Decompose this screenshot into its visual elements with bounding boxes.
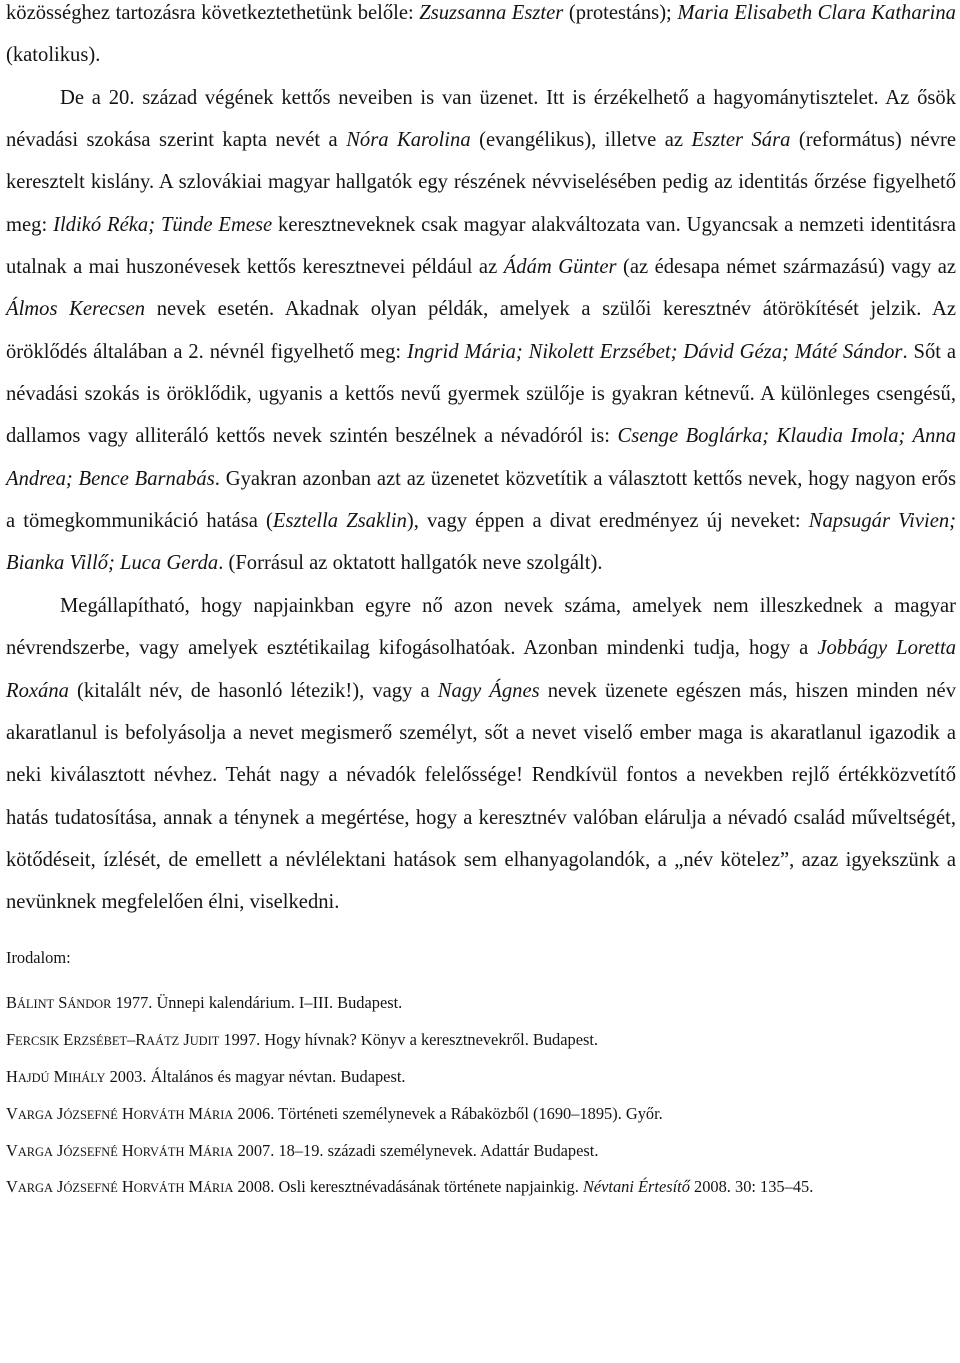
reference-item bbox=[6, 1096, 956, 1133]
reference-text: 2008. Osli keresztnévadásának története napjainkig. bbox=[233, 1176, 583, 1196]
text-run: keresztneveknek csak magyar alakváltozata van. Ugyancsak a nemzeti identitásra utalnak a mai huszonévesek kettős keresztnevei például az bbox=[6, 213, 956, 279]
paragraph-continuation bbox=[6, 0, 956, 77]
name-example: Esztella Zsaklin bbox=[272, 510, 407, 533]
text-run: . Sőt a névadási szokás is öröklődik, ugyanis a kettős nevű gyermek szülője is gyakran kétnevű. A különleges csengésű, dallamos vagy alliteráló kettős nevek szintén beszélnek a névadóról is: bbox=[6, 340, 956, 448]
name-example: Ildikó Réka; Tünde Emese bbox=[53, 213, 273, 236]
text-run: (református) névre keresztelt kislány. A szlovákiai magyar hallgatók egy részének névviselésében pedig az identitás őrzése figyelhető meg: bbox=[6, 129, 956, 236]
journal-title: Névtani Értesítő bbox=[582, 1176, 690, 1196]
text-run: nevek üzenete egészen más, hiszen minden név akaratlanul is befolyásolja a nevet megismerő személyt, sőt a nevet viselő ember maga is akaratlanul igazodik a neki kiválasztott névhez. Tehát nagy a névadók felelőssége! Rendkívül fontos a nevekben rejlő értékközvetítő hatás tudatosítása, annak a ténynek a megértése, hogy a keresztnév valóban elárulja a névadó család műveltségét, kötődéseit, ízlését, de emellett a névlélektani hatások sem elhanyagolandók, a „név kötelez”, azaz igyekszünk a nevünknek megfelelően élni, viselkedni. bbox=[6, 679, 956, 914]
text-run: nevek esetén. Akadnak olyan példák, amelyek a szülői keresztnév átörökítését jelzik. Az öröklődés általában a 2. névnél figyelhető meg: bbox=[6, 298, 956, 363]
text-run: (az édesapa német származású) vagy az bbox=[616, 256, 957, 279]
document-page bbox=[6, 0, 956, 1205]
text-run: De a 20. század végének kettős neveiben is van üzenet. Itt is érzékelhető a hagyománytisztelet. Az ősök névadási szokása szerint kapta nevét a bbox=[6, 86, 956, 152]
paragraph-conclusion bbox=[6, 585, 956, 924]
text-run: ), vagy éppen a divat eredményez új neveket: bbox=[406, 510, 809, 533]
name-example: Nóra Karolina bbox=[346, 129, 471, 152]
references-list bbox=[6, 985, 956, 1205]
text-run: (kitalált név, de hasonló létezik!), vagy a bbox=[68, 679, 438, 702]
name-example: Nagy Ágnes bbox=[437, 679, 540, 702]
name-example: Napsugár Vivien; Bianka Villő; Luca Gerda bbox=[6, 510, 957, 575]
reference-text: 2008. 30: 135–45. bbox=[689, 1176, 814, 1196]
author: BÁLINT SÁNDOR bbox=[6, 992, 112, 1012]
reference-item bbox=[6, 1133, 956, 1170]
reference-text: 1977. Ünnepi kalendárium. I–III. Budapest. bbox=[111, 992, 403, 1012]
reference-text: 2007. 18–19. századi személynevek. Adattár Budapest. bbox=[233, 1140, 599, 1160]
name-example: Csenge Boglárka; Klaudia Imola; Anna Andrea; Bence Barnabás bbox=[6, 425, 956, 490]
name-example: Álmos Kerecsen bbox=[6, 298, 146, 321]
author: FERCSIK ERZSÉBET–RAÁTZ JUDIT bbox=[6, 1029, 220, 1049]
text-run: közösséghez tartozásra következtethetünk belőle: bbox=[6, 2, 420, 24]
reference-text: 1997. Hogy hívnak? Könyv a keresztnevekről. Budapest. bbox=[219, 1029, 599, 1049]
text-run: Megállapítható, hogy napjainkban egyre nő azon nevek száma, amelyek nem illeszkednek a magyar névrendszerbe, vagy amelyek esztétikailag kifogásolhatóak. Azonban mindenki tudja, hogy a bbox=[6, 594, 956, 660]
author: VARGA JÓZSEFNÉ HORVÁTH MÁRIA bbox=[6, 1103, 234, 1123]
reference-text: 2003. Általános és magyar névtan. Budapest. bbox=[105, 1066, 406, 1086]
name-example: Eszter Sára bbox=[691, 129, 791, 152]
reference-item bbox=[6, 985, 956, 1022]
author: VARGA JÓZSEFNÉ HORVÁTH MÁRIA bbox=[6, 1176, 234, 1196]
author: VARGA JÓZSEFNÉ HORVÁTH MÁRIA bbox=[6, 1140, 234, 1160]
reference-item bbox=[6, 1022, 956, 1059]
name-example: Zsuzsanna Eszter bbox=[419, 2, 564, 24]
reference-item bbox=[6, 1059, 956, 1096]
text-run: . (Forrásul az oktatott hallgatók neve szolgált). bbox=[218, 552, 603, 575]
text-run: . Gyakran azonban azt az üzenetet közvetítik a választott kettős nevek, hogy nagyon erős a tömegkommunikáció hatása ( bbox=[6, 467, 956, 533]
references-heading: Irodalom: bbox=[6, 947, 71, 967]
author: HAJDÚ MIHÁLY bbox=[6, 1066, 106, 1086]
text-run: (evangélikus), illetve az bbox=[470, 129, 692, 152]
name-example: Maria Elisabeth Clara Katharina bbox=[677, 2, 956, 24]
name-example: Ádám Günter bbox=[503, 256, 617, 279]
reference-text: 2006. Történeti személynevek a Rábaközből (1690–1895). Győr. bbox=[233, 1103, 663, 1123]
paragraph-double-names bbox=[6, 77, 956, 585]
text-run: (katolikus). bbox=[6, 44, 101, 67]
name-example: Ingrid Mária; Nikolett Erzsébet; Dávid Géza; Máté Sándor bbox=[407, 340, 903, 363]
reference-item bbox=[6, 1170, 956, 1205]
text-run: (protestáns); bbox=[563, 2, 678, 24]
name-example: Jobbágy Loretta Roxána bbox=[6, 637, 956, 702]
